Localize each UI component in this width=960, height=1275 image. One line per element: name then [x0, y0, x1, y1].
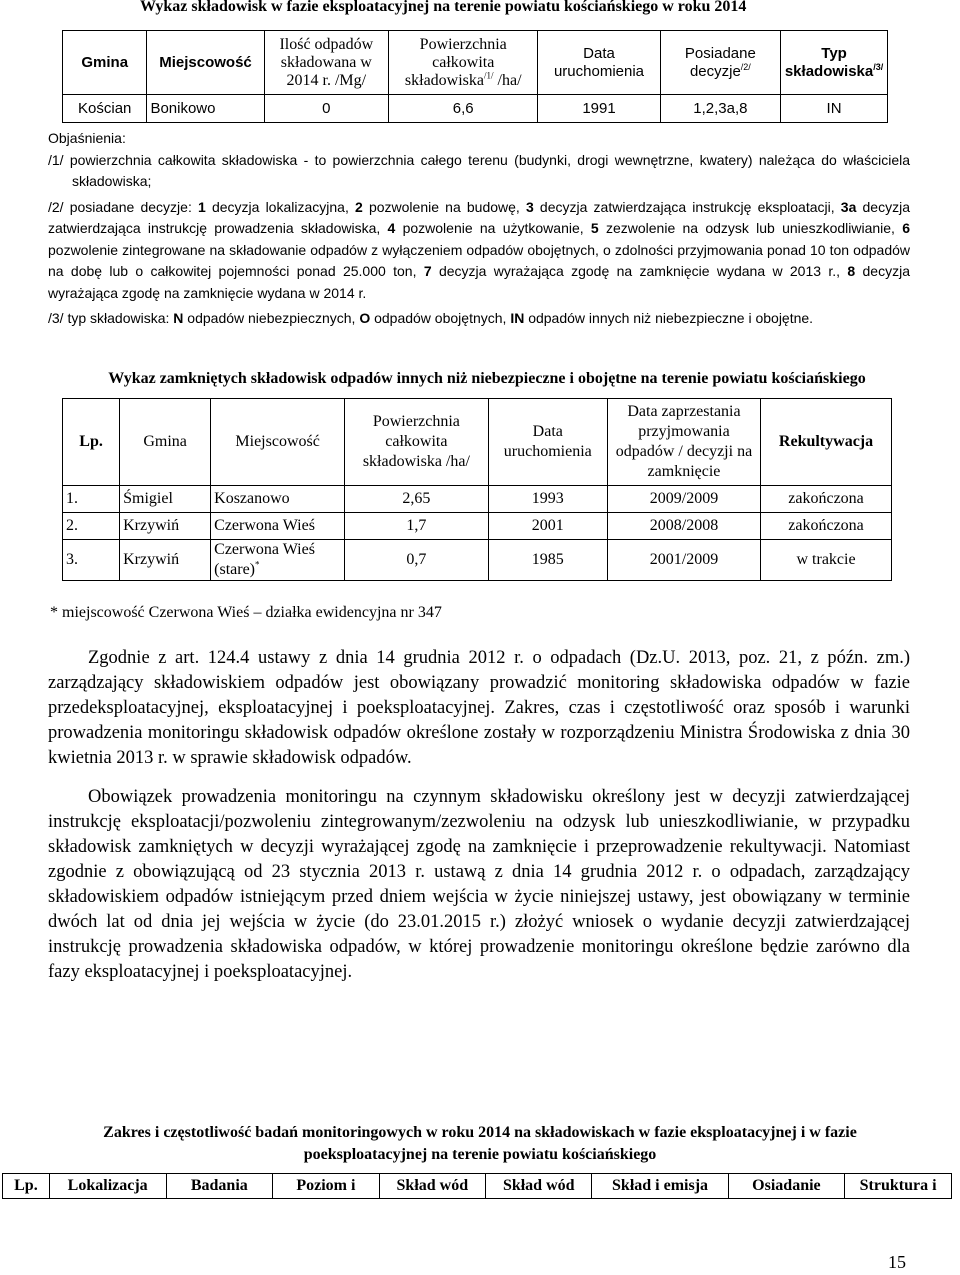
col-struktura: Struktura i [845, 1174, 952, 1199]
title-closed-landfills: Wykaz zamkniętych składowisk odpadów innych niż niebezpieczne i obojętne na terenie powiatu kościańskiego [108, 370, 866, 387]
explanations [48, 128, 910, 330]
cell-rekultywacja: zakończona [761, 486, 892, 513]
table-header-row [63, 31, 888, 95]
col-rekultywacja: Rekultywacja [761, 399, 892, 486]
monitoring-table [2, 1173, 952, 1199]
cell-miejscowosc: Bonikowo [147, 95, 264, 123]
explanation-2: /2/ posiadane decyzje: 1 decyzja lokalizacyjna, 2 pozwolenie na budowę, 3 decyzja zatwierdzająca instrukcję eksploatacji, 3a decyzja zatwierdzająca instrukcję prowadzenia składowiska, 4 pozwolenie na użytkowanie, 5 zezwolenie na odzysk lub unieszkodliwianie, 6 pozwolenie zintegrowane na składowanie odpadów z wyłączeniem odpadów obojętnych, o zdolności przyjmowania ponad 10 ton odpadów na dobę lub o całkowitej pojemności ponad 25.000 ton, 7 decyzja wyrażająca zgodę na zamknięcie wydana w 2013 r., 8 decyzja wyrażająca zgodę na zamknięcie wydana w 2014 r. [48, 198, 910, 301]
table-row [63, 95, 888, 123]
table-header-row [63, 399, 892, 486]
col-gmina: Gmina [120, 399, 211, 486]
cell-powierzchnia: 6,6 [389, 95, 538, 123]
col-powierzchnia: Powierzchnia całkowita składowiska$^{/1/}$ /ha/ [389, 31, 538, 95]
col-data-uruchomienia: Data uruchomienia [538, 31, 660, 95]
col-badania: Badania [166, 1174, 273, 1199]
table-row [63, 513, 892, 540]
cell-lp: 3. [63, 540, 120, 581]
cell-zaprzestanie: 2008/2008 [607, 513, 760, 540]
cell-gmina: Kościan [63, 95, 147, 123]
cell-miejscowosc: Koszanowo [211, 486, 345, 513]
col-miejscowosc: Miejscowość [147, 31, 264, 95]
cell-powierzchnia: 2,65 [345, 486, 489, 513]
cell-rekultywacja: w trakcie [761, 540, 892, 581]
cell-miejscowosc: Czerwona Wieś [211, 513, 345, 540]
explanation-3: /3/ typ składowiska: N odpadów niebezpiecznych, O odpadów obojętnych, IN odpadów innych niż niebezpieczne i obojętne. [48, 310, 814, 326]
col-sklad-emisja: Skład i emisja [592, 1174, 728, 1199]
table-header-row [3, 1174, 952, 1199]
body-text [48, 646, 910, 985]
cell-zaprzestanie: 2001/2009 [607, 540, 760, 581]
col-gmina: Gmina [63, 31, 147, 95]
title-monitoring: Zakres i częstotliwość badań monitoringowych w roku 2014 na składowiskach w fazie eksploatacyjnej i w fazie poeksploatacyjnej na terenie powiatu kościańskiego [103, 1124, 857, 1163]
footnote: * miejscowość Czerwona Wieś – działka ewidencyjna nr 347 [50, 604, 442, 621]
cell-powierzchnia: 1,7 [345, 513, 489, 540]
cell-miejscowosc: Czerwona Wieś (stare)* [211, 540, 345, 581]
cell-data: 1991 [538, 95, 660, 123]
cell-data: 1993 [488, 486, 607, 513]
cell-gmina: Śmigiel [120, 486, 211, 513]
col-data-zaprzestania: Data zaprzestania przyjmowania odpadów / decyzji na zamknięcie [607, 399, 760, 486]
cell-lp: 1. [63, 486, 120, 513]
col-data-uruchomienia: Data uruchomienia [488, 399, 607, 486]
paragraph-1: Zgodnie z art. 124.4 ustawy z dnia 14 grudnia 2012 r. o odpadach (Dz.U. 2013, poz. 21, z późn. zm.) zarządzający składowiskiem odpadów jest obowiązany prowadzić monitoring składowiska odpadów w fazie przedeksploatacyjnej, eksploatacyjnej i poeksploatacyjnej. Zakres, czas i częstotliwość oraz sposób i warunki prowadzenia monitoringu składowisk odpadów określone zostały w rozporządzeniu Ministra Środowiska z dnia 30 kwietnia 2013 r. w sprawie składowisk odpadów. [48, 648, 910, 768]
col-typ: Typ składowiska$^{/3/}$ [781, 31, 888, 95]
cell-powierzchnia: 0,7 [345, 540, 489, 581]
explanations-heading: Objaśnienia: [48, 130, 126, 146]
col-lp: Lp. [63, 399, 120, 486]
cell-typ: IN [781, 95, 888, 123]
table-row [63, 540, 892, 581]
col-osiadanie: Osiadanie [728, 1174, 845, 1199]
paragraph-2: Obowiązek prowadzenia monitoringu na czynnym składowisku określony jest w decyzji zatwierdzającej instrukcję eksploatacji/pozwoleniu zintegrowanym/zezwoleniu na odzysk lub unieszkodliwianie, w przypadku składowisk zamkniętych w decyzji wyrażającej zgodę na zamknięcie i przeprowadzenie rekultywacji. Natomiast zgodnie z obowiązującą od 23 stycznia 2013 r. ustawą z dnia 14 grudnia 2012 r. o odpadach, zarządzający składowiskiem odpadów istniejącym przed dniem wejścia w życie niniejszej ustawy, jest obowiązany w terminie dwóch lat od dnia jej wejścia w życie (do 23.01.2015 r.) złożyć wniosek o wydanie decyzji zatwierdzającej instrukcję prowadzenia składowiska odpadów, w której prowadzenie monitoringu określone będzie zarówno dla fazy eksploatacyjnej i poeksploatacyjnej. [48, 787, 910, 982]
col-sklad-wod-1: Skład wód [379, 1174, 485, 1199]
page-number: 15 [888, 1252, 906, 1272]
cell-ilosc: 0 [264, 95, 389, 123]
cell-data: 1985 [488, 540, 607, 581]
cell-rekultywacja: zakończona [761, 513, 892, 540]
col-sklad-wod-2: Skład wód [486, 1174, 592, 1199]
col-ilosc: Ilość odpadów składowana w 2014 r. /Mg/ [264, 31, 389, 95]
cell-gmina: Krzywiń [120, 540, 211, 581]
col-miejscowosc: Miejscowość [211, 399, 345, 486]
col-lokalizacja: Lokalizacja [49, 1174, 166, 1199]
col-poziom: Poziom i [273, 1174, 380, 1199]
closed-landfills-table [62, 398, 892, 581]
cell-zaprzestanie: 2009/2009 [607, 486, 760, 513]
table-row [63, 486, 892, 513]
col-powierzchnia: Powierzchnia całkowita składowiska /ha/ [345, 399, 489, 486]
title-active-landfills: Wykaz składowisk w fazie eksploatacyjnej na terenie powiatu kościańskiego w roku 2014 [140, 0, 747, 15]
cell-decyzje: 1,2,3a,8 [660, 95, 780, 123]
cell-data: 2001 [488, 513, 607, 540]
cell-gmina: Krzywiń [120, 513, 211, 540]
cell-lp: 2. [63, 513, 120, 540]
active-landfills-table [62, 30, 888, 123]
explanation-1: /1/ powierzchnia całkowita składowiska - to powierzchnia całego terenu (budynki, drogi wewnętrzne, kwatery) należąca do właściciela składowiska; [48, 151, 910, 189]
col-decyzje: Posiadane decyzje$^{/2/}$ [660, 31, 780, 95]
col-lp: Lp. [3, 1174, 50, 1199]
